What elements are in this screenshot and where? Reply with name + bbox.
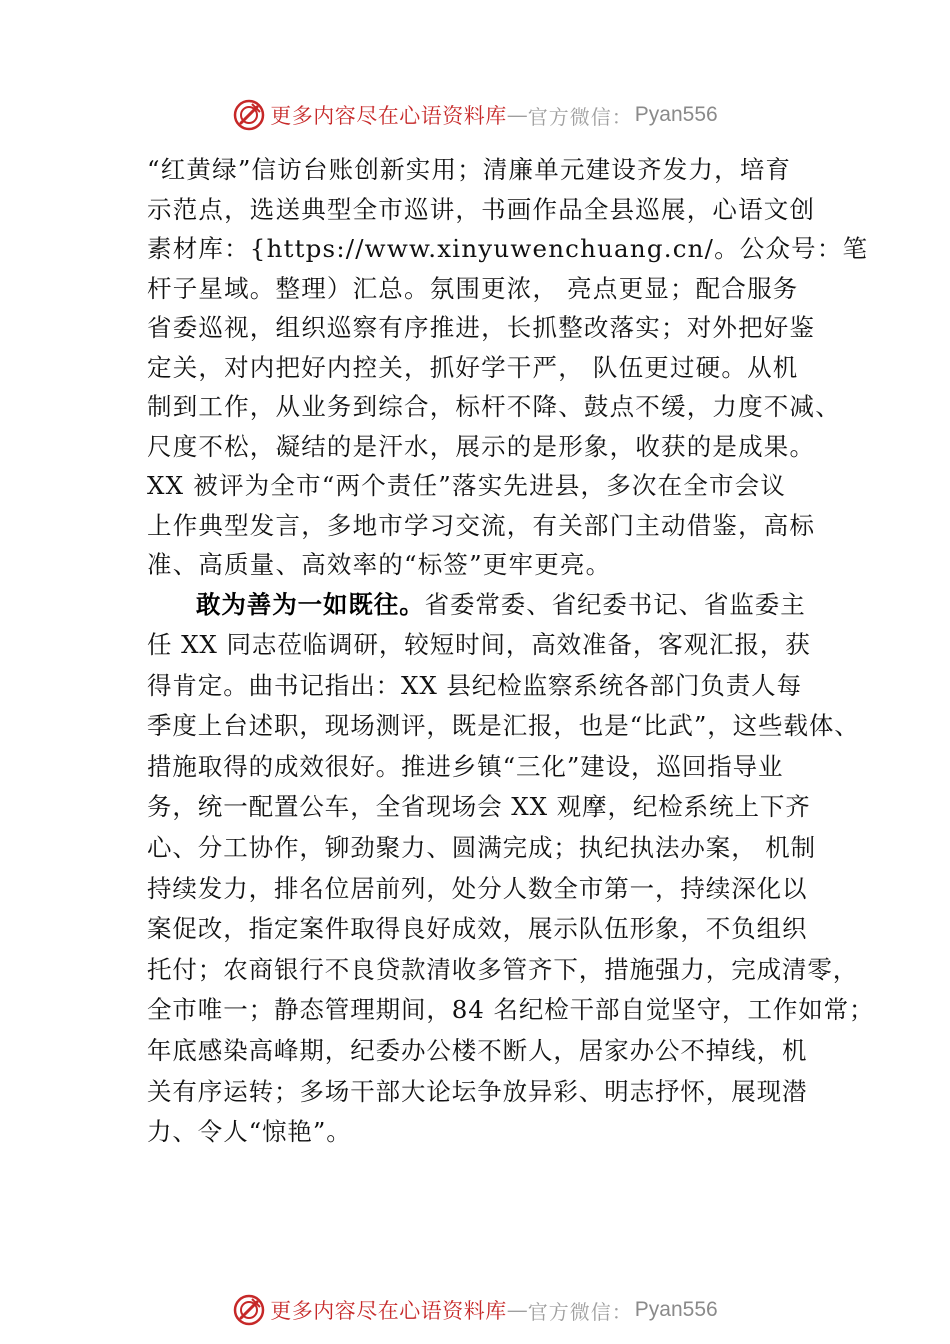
text-line: 年底感染高峰期，纪委办公楼不断人，居家办公不掉线，机 [147, 1036, 808, 1066]
text-line: 杆子星域。整理）汇总。氛围更浓， 亮点更显；配合服务 [147, 273, 799, 303]
text-line: 关有序运转；多场干部大论坛争放异彩、明志抒怀，展现潜 [147, 1076, 808, 1106]
header-banner [0, 93, 950, 137]
text-line: 措施取得的成效很好。推进乡镇“三化”建设，巡回指导业 [147, 751, 784, 781]
text-line: 示范点，选送典型全市巡讲，书画作品全县巡展，心语文创 [147, 194, 816, 224]
paragraph-first-line-text: 省委常委、省纪委书记、省监委主 [424, 589, 806, 619]
footer-banner [0, 1288, 950, 1332]
paragraph-1 [147, 150, 869, 585]
document-body [147, 150, 875, 1153]
brand-logo-icon [232, 1293, 266, 1327]
banner-wechat-label: 官方微信： [527, 104, 633, 129]
text-line: 定关，对内把好内控关，抓好学干严， 队伍更过硬。从机 [147, 352, 799, 382]
text-line: 案促改，指定案件取得良好成效，展示队伍形象，不负组织 [147, 914, 808, 944]
text-line: 省委巡视，组织巡察有序推进，长抓整改落实；对外把好鉴 [147, 313, 816, 342]
text-line: 心、分工协作，铆劲聚力、圆满完成；执纪执法办案， 机制 [147, 833, 817, 863]
banner-dash: — [506, 1298, 528, 1322]
text-line: 准、高质量、高效率的“标签”更牢更亮。 [147, 550, 612, 579]
banner-title: 更多内容尽在心语资料库 [270, 1299, 507, 1323]
text-line: 素材库：{https://www.xinyuwenchuang.cn/。公众号：笔 [147, 234, 869, 263]
paragraph-lead-heading: 敢为善为一如既往。 [196, 589, 425, 619]
text-line: 全市唯一；静态管理期间，84 名纪检干部自觉坚守，工作如常； [147, 995, 875, 1025]
text-line: 力、令人“惊艳”。 [147, 1117, 352, 1147]
text-line: 任 XX 同志莅临调研，较短时间，高效准备，客观汇报，获 [147, 630, 811, 660]
text-line: 得肯定。曲书记指出：XX 县纪检监察系统各部门负责人每 [147, 670, 802, 700]
text-line: 持续发力，排名位居前列，处分人数全市第一，持续深化以 [147, 873, 808, 903]
paragraph-first-line [147, 585, 837, 626]
banner-dash: — [506, 103, 528, 127]
text-line: 务，统一配置公车，全省现场会 XX 观摩，纪检系统上下齐 [147, 792, 811, 822]
text-line: 季度上台述职，现场测评，既是汇报，也是“比武”，这些载体、 [147, 711, 860, 741]
text-line: 上作典型发言，多地市学习交流，有关部门主动借鉴，高标 [147, 510, 816, 540]
banner-wechat-label: 官方微信： [527, 1299, 633, 1324]
paragraph-2 [147, 585, 875, 1153]
text-line: 制到工作，从业务到综合，标杆不降、鼓点不缓，力度不减、 [147, 392, 841, 421]
banner-wechat-id: Pyan556 [634, 1298, 718, 1321]
banner-title: 更多内容尽在心语资料库 [270, 104, 507, 128]
text-line: XX 被评为全市“两个责任”落实先进县，多次在全市会议 [147, 471, 787, 500]
text-line: 托付；农商银行不良贷款清收多管齐下，措施强力，完成清零， [147, 954, 859, 984]
banner-wechat-id: Pyan556 [634, 103, 718, 126]
brand-logo-icon [232, 98, 266, 132]
text-line: “红黄绿”信访台账创新实用；清廉单元建设齐发力，培育 [147, 155, 792, 184]
text-line: 尺度不松，凝结的是汗水，展示的是形象，收获的是成果。 [147, 431, 816, 461]
